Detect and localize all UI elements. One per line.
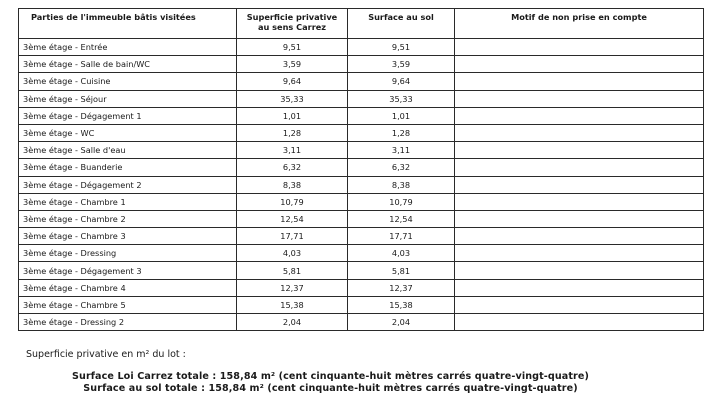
cell-motif bbox=[455, 56, 704, 73]
cell-carrez: 3,11 bbox=[237, 142, 348, 159]
cell-carrez: 8,38 bbox=[237, 176, 348, 193]
cell-sol: 12,54 bbox=[348, 210, 455, 227]
cell-carrez: 12,54 bbox=[237, 210, 348, 227]
header-motif: Motif de non prise en compte bbox=[455, 9, 704, 39]
cell-piece: 3ème étage - Chambre 2 bbox=[19, 210, 237, 227]
cell-motif bbox=[455, 262, 704, 279]
cell-motif bbox=[455, 39, 704, 56]
table-row bbox=[19, 228, 704, 245]
cell-motif bbox=[455, 210, 704, 227]
cell-carrez: 1,01 bbox=[237, 107, 348, 124]
cell-motif bbox=[455, 90, 704, 107]
cell-piece: 3ème étage - Cuisine bbox=[19, 73, 237, 90]
total-sol: Surface au sol totale : 158,84 m² (cent cinquante-huit mètres carrés quatre-vingt-quatre) bbox=[83, 383, 578, 394]
cell-piece: 3ème étage - Dégagement 1 bbox=[19, 107, 237, 124]
cell-piece: 3ème étage - Dressing 2 bbox=[19, 314, 237, 331]
cell-sol: 3,11 bbox=[348, 142, 455, 159]
cell-sol: 5,81 bbox=[348, 262, 455, 279]
cell-piece: 3ème étage - Chambre 5 bbox=[19, 296, 237, 313]
table-header-row bbox=[19, 9, 704, 39]
table-row bbox=[19, 39, 704, 56]
total-carrez: Surface Loi Carrez totale : 158,84 m² (cent cinquante-huit mètres carrés quatre-vingt-quatre) bbox=[72, 371, 589, 382]
cell-sol: 1,01 bbox=[348, 107, 455, 124]
cell-piece: 3ème étage - Salle d'eau bbox=[19, 142, 237, 159]
table-row bbox=[19, 279, 704, 296]
cell-motif bbox=[455, 193, 704, 210]
cell-sol: 17,71 bbox=[348, 228, 455, 245]
cell-sol: 4,03 bbox=[348, 245, 455, 262]
cell-sol: 6,32 bbox=[348, 159, 455, 176]
cell-sol: 2,04 bbox=[348, 314, 455, 331]
cell-carrez: 6,32 bbox=[237, 159, 348, 176]
cell-piece: 3ème étage - Salle de bain/WC bbox=[19, 56, 237, 73]
cell-motif bbox=[455, 159, 704, 176]
cell-sol: 3,59 bbox=[348, 56, 455, 73]
cell-motif bbox=[455, 176, 704, 193]
header-sol: Surface au sol bbox=[348, 9, 455, 39]
table-row bbox=[19, 107, 704, 124]
cell-sol: 9,51 bbox=[348, 39, 455, 56]
table-row bbox=[19, 124, 704, 141]
cell-motif bbox=[455, 296, 704, 313]
cell-carrez: 2,04 bbox=[237, 314, 348, 331]
table-row bbox=[19, 56, 704, 73]
summary-label: Superficie privative en m² du lot : bbox=[26, 349, 186, 360]
cell-sol: 1,28 bbox=[348, 124, 455, 141]
cell-motif bbox=[455, 142, 704, 159]
cell-piece: 3ème étage - Dégagement 2 bbox=[19, 176, 237, 193]
cell-carrez: 3,59 bbox=[237, 56, 348, 73]
table-row bbox=[19, 296, 704, 313]
cell-piece: 3ème étage - Entrée bbox=[19, 39, 237, 56]
table-row bbox=[19, 193, 704, 210]
cell-piece: 3ème étage - Chambre 3 bbox=[19, 228, 237, 245]
table-row bbox=[19, 90, 704, 107]
table-body bbox=[19, 39, 704, 331]
cell-sol: 15,38 bbox=[348, 296, 455, 313]
cell-carrez: 1,28 bbox=[237, 124, 348, 141]
table-row bbox=[19, 262, 704, 279]
cell-sol: 12,37 bbox=[348, 279, 455, 296]
cell-piece: 3ème étage - Chambre 4 bbox=[19, 279, 237, 296]
cell-piece: 3ème étage - Dressing bbox=[19, 245, 237, 262]
cell-sol: 8,38 bbox=[348, 176, 455, 193]
cell-piece: 3ème étage - Buanderie bbox=[19, 159, 237, 176]
header-carrez: Superficie privative au sens Carrez bbox=[237, 9, 348, 39]
cell-carrez: 9,64 bbox=[237, 73, 348, 90]
table-row bbox=[19, 314, 704, 331]
cell-carrez: 10,79 bbox=[237, 193, 348, 210]
table-row bbox=[19, 176, 704, 193]
cell-piece: 3ème étage - Chambre 1 bbox=[19, 193, 237, 210]
cell-motif bbox=[455, 73, 704, 90]
cell-motif bbox=[455, 314, 704, 331]
cell-piece: 3ème étage - Dégagement 3 bbox=[19, 262, 237, 279]
cell-motif bbox=[455, 245, 704, 262]
cell-motif bbox=[455, 228, 704, 245]
cell-carrez: 4,03 bbox=[237, 245, 348, 262]
cell-carrez: 17,71 bbox=[237, 228, 348, 245]
cell-carrez: 9,51 bbox=[237, 39, 348, 56]
cell-motif bbox=[455, 279, 704, 296]
header-parties: Parties de l'immeuble bâtis visitées bbox=[19, 9, 237, 39]
cell-sol: 10,79 bbox=[348, 193, 455, 210]
cell-motif bbox=[455, 124, 704, 141]
surfaces-table bbox=[18, 8, 704, 331]
cell-carrez: 5,81 bbox=[237, 262, 348, 279]
cell-piece: 3ème étage - WC bbox=[19, 124, 237, 141]
table-row bbox=[19, 142, 704, 159]
cell-carrez: 15,38 bbox=[237, 296, 348, 313]
table-row bbox=[19, 73, 704, 90]
table-row bbox=[19, 210, 704, 227]
cell-piece: 3ème étage - Séjour bbox=[19, 90, 237, 107]
cell-carrez: 35,33 bbox=[237, 90, 348, 107]
table-row bbox=[19, 159, 704, 176]
cell-sol: 9,64 bbox=[348, 73, 455, 90]
cell-sol: 35,33 bbox=[348, 90, 455, 107]
cell-motif bbox=[455, 107, 704, 124]
cell-carrez: 12,37 bbox=[237, 279, 348, 296]
table-row bbox=[19, 245, 704, 262]
